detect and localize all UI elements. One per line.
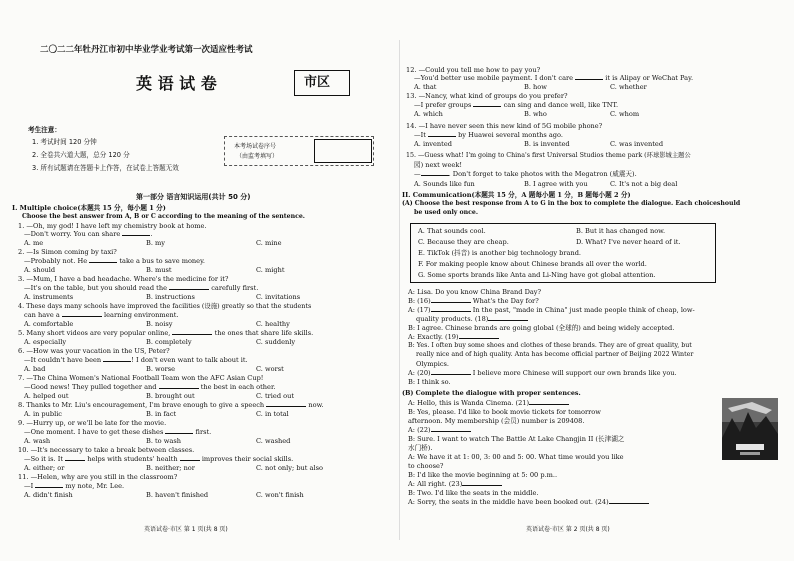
question-13-line — [414, 101, 618, 109]
question-1-line: —Don't worry. You can share . — [24, 230, 153, 238]
option-c: C. It's not a big deal — [610, 180, 678, 188]
question-3-line — [24, 284, 258, 292]
dialogue-b-line: A: We have it at 1: 00, 3: 00 and 5: 00. What time would you like — [408, 453, 624, 461]
question-2-text: —Probably not. He — [24, 257, 88, 265]
page-2 — [402, 0, 782, 561]
page-fold — [399, 40, 400, 540]
notice-heading: 考生注意： — [28, 126, 61, 134]
dialogue-b-line — [408, 498, 649, 506]
answer-blank — [609, 498, 649, 504]
question-14: 14. —I have never seen this new kind of 5G mobile phone? — [406, 122, 603, 130]
option-a: A. comfortable — [24, 320, 74, 328]
question-14-text: —It — [414, 131, 426, 139]
dialogue-text: In the past, "made in China" just made people think of cheap, low- — [472, 306, 695, 314]
speaker-blank-label: B: (16) — [408, 297, 431, 305]
option-b: B. who — [524, 110, 547, 118]
page-footer: 英语试卷·市区 第 2 页(共 8 页) — [526, 526, 610, 533]
question-15: 15. —Guess what! I'm going to China's first Universal Studios theme park (环球影城主题公 — [406, 152, 691, 159]
speaker-blank-label: A: (20) — [408, 369, 431, 377]
answer-blank — [431, 369, 471, 375]
dialogue-text: What's the Day for? — [472, 297, 539, 305]
speaker-blank-label: A: (17) — [408, 306, 431, 314]
question-14-line — [414, 131, 563, 139]
section-two-heading: II. Communication(本题共 15 分，A 题每小题 1 分，B 题每小题 2 分) — [402, 191, 631, 199]
question-8-text: 8. Thanks to Mr. Liu's encouragement, I'm brave enough to give a speech — [18, 401, 265, 409]
question-12-line — [414, 74, 693, 82]
choice-f: F. For making people know about Chinese brands all over the world. — [418, 260, 647, 268]
dialogue-text: A: (22) — [408, 426, 431, 434]
question-3-text: —It's on the table, but you should read the — [24, 284, 167, 292]
dialogue-b-line: B: I'd like the movie beginning at 5: 00 p.m.. — [408, 471, 558, 479]
dialogue-b-line — [408, 426, 471, 434]
choice-g: G. Some sports brands like Anta and Li-Ning have got global attention. — [418, 271, 656, 279]
dialogue-b-line: B: Two. I'd like the seats in the middle. — [408, 489, 539, 497]
option-b: B. how — [524, 83, 547, 91]
answer-blank — [431, 306, 471, 312]
question-12: 12. —Could you tell me how to pay you? — [406, 66, 541, 74]
answer-blank — [529, 399, 569, 405]
question-10-text: helps with students' health — [87, 455, 178, 463]
option-c: C. suddenly — [256, 338, 296, 346]
answer-blank — [89, 257, 117, 263]
option-a: A. wash — [24, 437, 51, 445]
dialogue-text: quality products. (18) — [416, 315, 489, 323]
question-4-text: learning environment. — [104, 311, 179, 319]
option-b: B. haven't finished — [146, 491, 209, 499]
question-15-reply — [414, 170, 637, 178]
option-b: B. must — [146, 266, 172, 274]
question-13: 13. —Nancy, what kind of groups do you prefer? — [406, 92, 568, 100]
dialogue-text: A: Exactly. (19) — [408, 333, 459, 341]
part-b-heading: (B) Complete the dialogue with proper sentences. — [402, 389, 581, 397]
option-b: B. noisy — [146, 320, 173, 328]
question-11-text: my note, Mr. Lee. — [65, 482, 125, 490]
question-3: 3. —Mum, I have a bad headache. Where's the medicine for it? — [18, 275, 229, 283]
dialogue-a-line — [408, 369, 677, 377]
answer-blank — [180, 455, 200, 461]
notice-item: 2. 全卷共六道大题，总分 120 分 — [32, 151, 130, 159]
page-footer: 英语试卷·市区 第 1 页(共 8 页) — [144, 526, 228, 533]
answer-blank — [65, 455, 85, 461]
answer-blank — [165, 428, 193, 434]
page-1 — [12, 0, 394, 561]
dialogue-b-line: afternoon. My membership (会员) number is 209408. — [408, 417, 585, 425]
choice-e: E. TikTok (抖音) is another big technology brand. — [418, 249, 582, 257]
exam-title-line: 二〇二二年牡丹江市初中毕业学业考试第一次适应性考试 — [40, 45, 253, 55]
question-5-line — [18, 329, 313, 337]
option-c: C. tried out — [256, 392, 294, 400]
region-label: 市区 — [304, 75, 331, 90]
question-12-text: —You'd better use mobile payment. I don't care — [414, 74, 574, 82]
question-9-text: —One moment. I have to get these dishes — [24, 428, 164, 436]
answer-blank — [421, 170, 449, 176]
option-c: C. not only; but also — [256, 464, 323, 472]
question-10-text: —So it is. It — [24, 455, 63, 463]
question-11-text: —I — [24, 482, 34, 490]
answer-blank — [459, 333, 499, 339]
question-14-text: by Huawei several months ago. — [458, 131, 563, 139]
answer-blank — [122, 230, 150, 236]
question-4-text: can have a — [24, 311, 60, 319]
option-a: A. especially — [24, 338, 67, 346]
dialogue-a-line — [408, 333, 499, 341]
question-13-text: —I prefer groups — [414, 101, 472, 109]
seat-box-label: 本考场试卷序号 — [234, 143, 277, 150]
part-a-heading-cont: be used only once. — [414, 209, 479, 216]
question-7-text: —Good news! They pulled together and — [24, 383, 157, 391]
question-9: 9. —Hurry up, or we'll be late for the movie. — [18, 419, 167, 427]
question-15-text: . Don't forget to take photos with the Megatron (威震天). — [448, 170, 637, 178]
option-b: B. instructions — [146, 293, 195, 301]
option-c: C. whether — [610, 83, 647, 91]
answer-blank — [169, 284, 209, 290]
dialogue-b-line — [408, 480, 502, 488]
option-c: C. mine — [256, 239, 282, 247]
question-9-text: first. — [195, 428, 212, 436]
movie-poster-image — [722, 398, 778, 460]
part-a-heading: (A) Choose the best response from A to G in the box to complete the dialogue. Each choiceshould — [402, 200, 741, 207]
answer-blank — [266, 401, 306, 407]
section-one-instruction: Choose the best answer from A, B or C according to the meaning of the sentence. — [22, 213, 305, 220]
question-13-text: can sing and dance well, like TNT. — [503, 101, 619, 109]
question-10-line — [24, 455, 293, 463]
question-11: 11. —Helen, why are you still in the classroom? — [18, 473, 178, 481]
dialogue-a-line — [408, 297, 539, 305]
question-15-text: — — [414, 170, 421, 178]
option-a: A. should — [24, 266, 56, 274]
option-a: A. in public — [24, 410, 63, 418]
option-b: B. neither; nor — [146, 464, 195, 472]
question-6: 6. —How was your vacation in the US, Peter? — [18, 347, 170, 355]
question-6-text: ! I don't even want to talk about it. — [131, 356, 248, 364]
question-4: 4. These days many schools have improved the facilities (设施) greatly so that the students — [18, 302, 312, 310]
answer-blank — [172, 329, 212, 335]
question-2: 2. —Is Simon coming by taxi? — [18, 248, 117, 256]
question-11-line — [24, 482, 124, 490]
choice-a: A. That sounds cool. — [418, 227, 486, 235]
dialogue-b-line: B: Sure. I want to watch The Battle At Lake Changjin II (长津湖之 — [408, 435, 625, 443]
answer-blank — [159, 383, 199, 389]
dialogue-text: A: Sorry, the seats in the middle have been booked out. (24) — [408, 498, 609, 506]
choice-d: D. What? I've never heard of it. — [576, 238, 681, 246]
choice-c: C. Because they are cheap. — [418, 238, 509, 246]
question-5-text: the ones that share life skills. — [214, 329, 314, 337]
dialogue-b-line — [408, 399, 569, 407]
option-b: B. worse — [146, 365, 176, 373]
part-one-heading: 第一部分 语言知识运用(共计 50 分) — [136, 193, 251, 201]
option-a: A. which — [414, 110, 443, 118]
seat-number-field — [314, 139, 372, 163]
question-8-text: now. — [308, 401, 324, 409]
question-4-line — [24, 311, 179, 319]
option-c: C. whom — [610, 110, 640, 118]
question-2-text: take a bus to save money. — [119, 257, 206, 265]
question-7-text: the best in each other. — [200, 383, 276, 391]
answer-blank — [35, 482, 63, 488]
question-2-line — [24, 257, 205, 265]
option-c: C. washed — [256, 437, 291, 445]
answer-blank — [473, 101, 501, 107]
question-9-line — [24, 428, 211, 436]
question-1: 1. —Oh, my god! I have left my chemistry book at home. — [18, 222, 207, 230]
notice-item: 1. 考试时间 120 分钟 — [32, 138, 97, 146]
section-one-heading: I. Multiple choice(本题共 15 分，每小题 1 分) — [12, 204, 166, 212]
dialogue-b-line: to choose? — [408, 462, 444, 470]
option-a: A. helped out — [24, 392, 69, 400]
option-a: A. Sounds like fun — [414, 180, 475, 188]
dialogue-a-line: B: I think so. — [408, 378, 451, 386]
question-15-line: 园) next week! — [414, 161, 462, 169]
answer-blank — [462, 480, 502, 486]
dialogue-a-line — [416, 315, 528, 323]
option-b: B. brought out — [146, 392, 195, 400]
answer-blank — [488, 315, 528, 321]
option-b: B. in fact — [146, 410, 177, 418]
dialogue-text: I believe more Chinese will support our own brands like you. — [472, 369, 677, 377]
option-b: B. I agree with you — [524, 180, 588, 188]
question-8-line — [18, 401, 324, 409]
option-c: C. was invented — [610, 140, 664, 148]
question-10: 10. —It's necessary to take a break between classes. — [18, 446, 195, 454]
option-a: A. instruments — [24, 293, 74, 301]
answer-blank — [431, 297, 471, 303]
option-b: B. completely — [146, 338, 192, 346]
dialogue-a-line: A: Lisa. Do you know China Brand Day? — [408, 288, 542, 296]
answer-blank — [62, 311, 102, 317]
option-c: C. worst — [256, 365, 284, 373]
option-c: C. invitations — [256, 293, 301, 301]
option-a: A. didn't finish — [24, 491, 73, 499]
option-a: A. me — [24, 239, 44, 247]
option-b: B. to wash — [146, 437, 181, 445]
option-b: B. my — [146, 239, 166, 247]
dialogue-a-line: B: I agree. Chinese brands are going global (全球的) and being widely accepted. — [408, 324, 675, 332]
paper-title: 英 语 试 卷 — [136, 74, 217, 93]
dialogue-a-line: Olympics. — [416, 360, 449, 368]
option-a: A. bad — [24, 365, 46, 373]
answer-blank — [428, 131, 456, 137]
question-3-text: carefully first. — [211, 284, 259, 292]
answer-blank — [575, 74, 603, 80]
dialogue-b-line: B: Yes, please. I'd like to book movie tickets for tomorrow — [408, 408, 601, 416]
question-7: 7. —The China Women's National Football Team won the AFC Asian Cup! — [18, 374, 264, 382]
option-c: C. won't finish — [256, 491, 304, 499]
question-1-text: —Don't worry. You can share — [24, 230, 121, 238]
question-6-line — [24, 356, 248, 364]
option-a: A. either; or — [24, 464, 65, 472]
choice-b: B. But it has changed now. — [576, 227, 666, 235]
option-c: C. might — [256, 266, 285, 274]
option-c: C. in total — [256, 410, 289, 418]
dialogue-a-line: really nice and of high quality. Anta has become official partner of Beijing 2022 Winter — [416, 351, 694, 358]
question-7-line — [24, 383, 275, 391]
seat-box-note: （由监考填写） — [236, 153, 279, 160]
option-a: A. that — [414, 83, 437, 91]
question-6-text: —It couldn't have been — [24, 356, 102, 364]
option-b: B. is invented — [524, 140, 570, 148]
dialogue-b-line: 水门桥). — [408, 444, 433, 452]
dialogue-text: A: Hello, this is Wanda Cinema. (21) — [408, 399, 530, 407]
option-c: C. healthy — [256, 320, 290, 328]
dialogue-a-line — [408, 306, 695, 314]
question-10-text: improves their social skills. — [201, 455, 294, 463]
question-5-text: 5. Many short videos are very popular online, — [18, 329, 171, 337]
answer-blank — [103, 356, 131, 362]
dialogue-text: A: All right. (23) — [408, 480, 463, 488]
option-a: A. invented — [414, 140, 452, 148]
question-12-text: it is Alipay or WeChat Pay. — [605, 74, 694, 82]
dialogue-a-line: B: Yes. I often buy some shoes and clothes of these brands. They are of great quality, but — [408, 342, 692, 349]
notice-item: 3. 所有试题请在答题卡上作答，在试卷上答题无效 — [32, 164, 179, 172]
answer-blank — [431, 426, 471, 432]
